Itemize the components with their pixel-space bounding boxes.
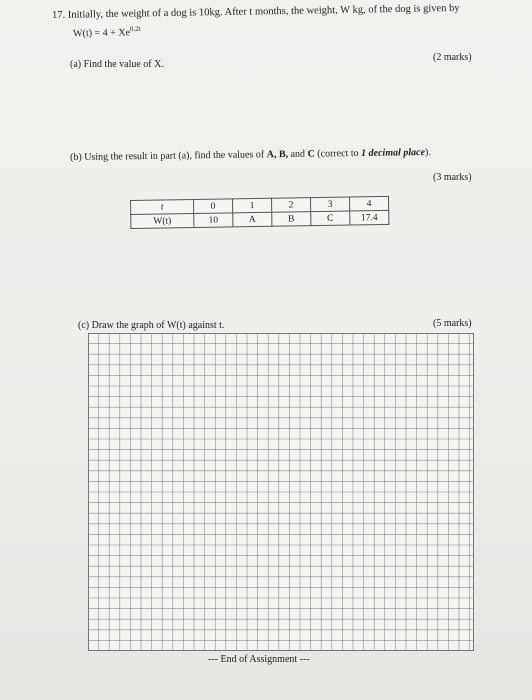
table-cell: 17.4	[350, 210, 389, 225]
formula-exponent: 0.2t	[129, 24, 141, 34]
table-cell: 4	[349, 196, 388, 211]
table-cell: 2	[271, 198, 310, 213]
part-c-marks: (5 marks)	[433, 318, 472, 329]
end-of-assignment: --- End of Assignment ---	[208, 654, 310, 665]
graph-paper-grid	[88, 333, 474, 651]
values-table	[130, 196, 389, 229]
formula-exp-base: e	[125, 27, 131, 39]
part-a-label: (a) Find the value of X.	[70, 59, 164, 70]
part-c-label: (c) Draw the graph of W(t) against t.	[78, 320, 225, 331]
part-b-and: and	[288, 148, 308, 160]
table-cell: C	[311, 211, 350, 226]
part-b-dp: 1 decimal place	[361, 147, 426, 159]
table-cell: 0	[194, 199, 233, 214]
header-t-text: t	[160, 201, 164, 213]
part-b-prefix: (b) Using the result in part (a), find the values of	[70, 149, 267, 163]
table-cell: B	[272, 212, 311, 227]
part-b-label	[70, 147, 431, 163]
formula-prefix: W(t) = 4 + X	[73, 27, 126, 40]
part-b-marks: (3 marks)	[433, 172, 472, 183]
table-header-t	[131, 200, 194, 215]
part-b-correct: (correct to	[314, 147, 362, 160]
question-header: 17. Initially, the weight of a dog is 10kg. After t months, the weight, W kg, of the dog is given by	[52, 2, 460, 21]
table-header-w: W(t)	[131, 214, 194, 229]
table-cell: A	[233, 212, 272, 227]
part-b-vars: A, B,	[266, 148, 289, 161]
part-b-var-c: C	[307, 148, 315, 160]
table-cell: 1	[232, 198, 271, 213]
table-cell: 3	[310, 197, 349, 212]
table-row-w	[131, 210, 389, 228]
table-cell: 10	[194, 213, 233, 228]
part-b-close: ).	[424, 146, 431, 159]
weight-formula	[73, 25, 141, 40]
part-a-marks: (2 marks)	[433, 52, 472, 63]
